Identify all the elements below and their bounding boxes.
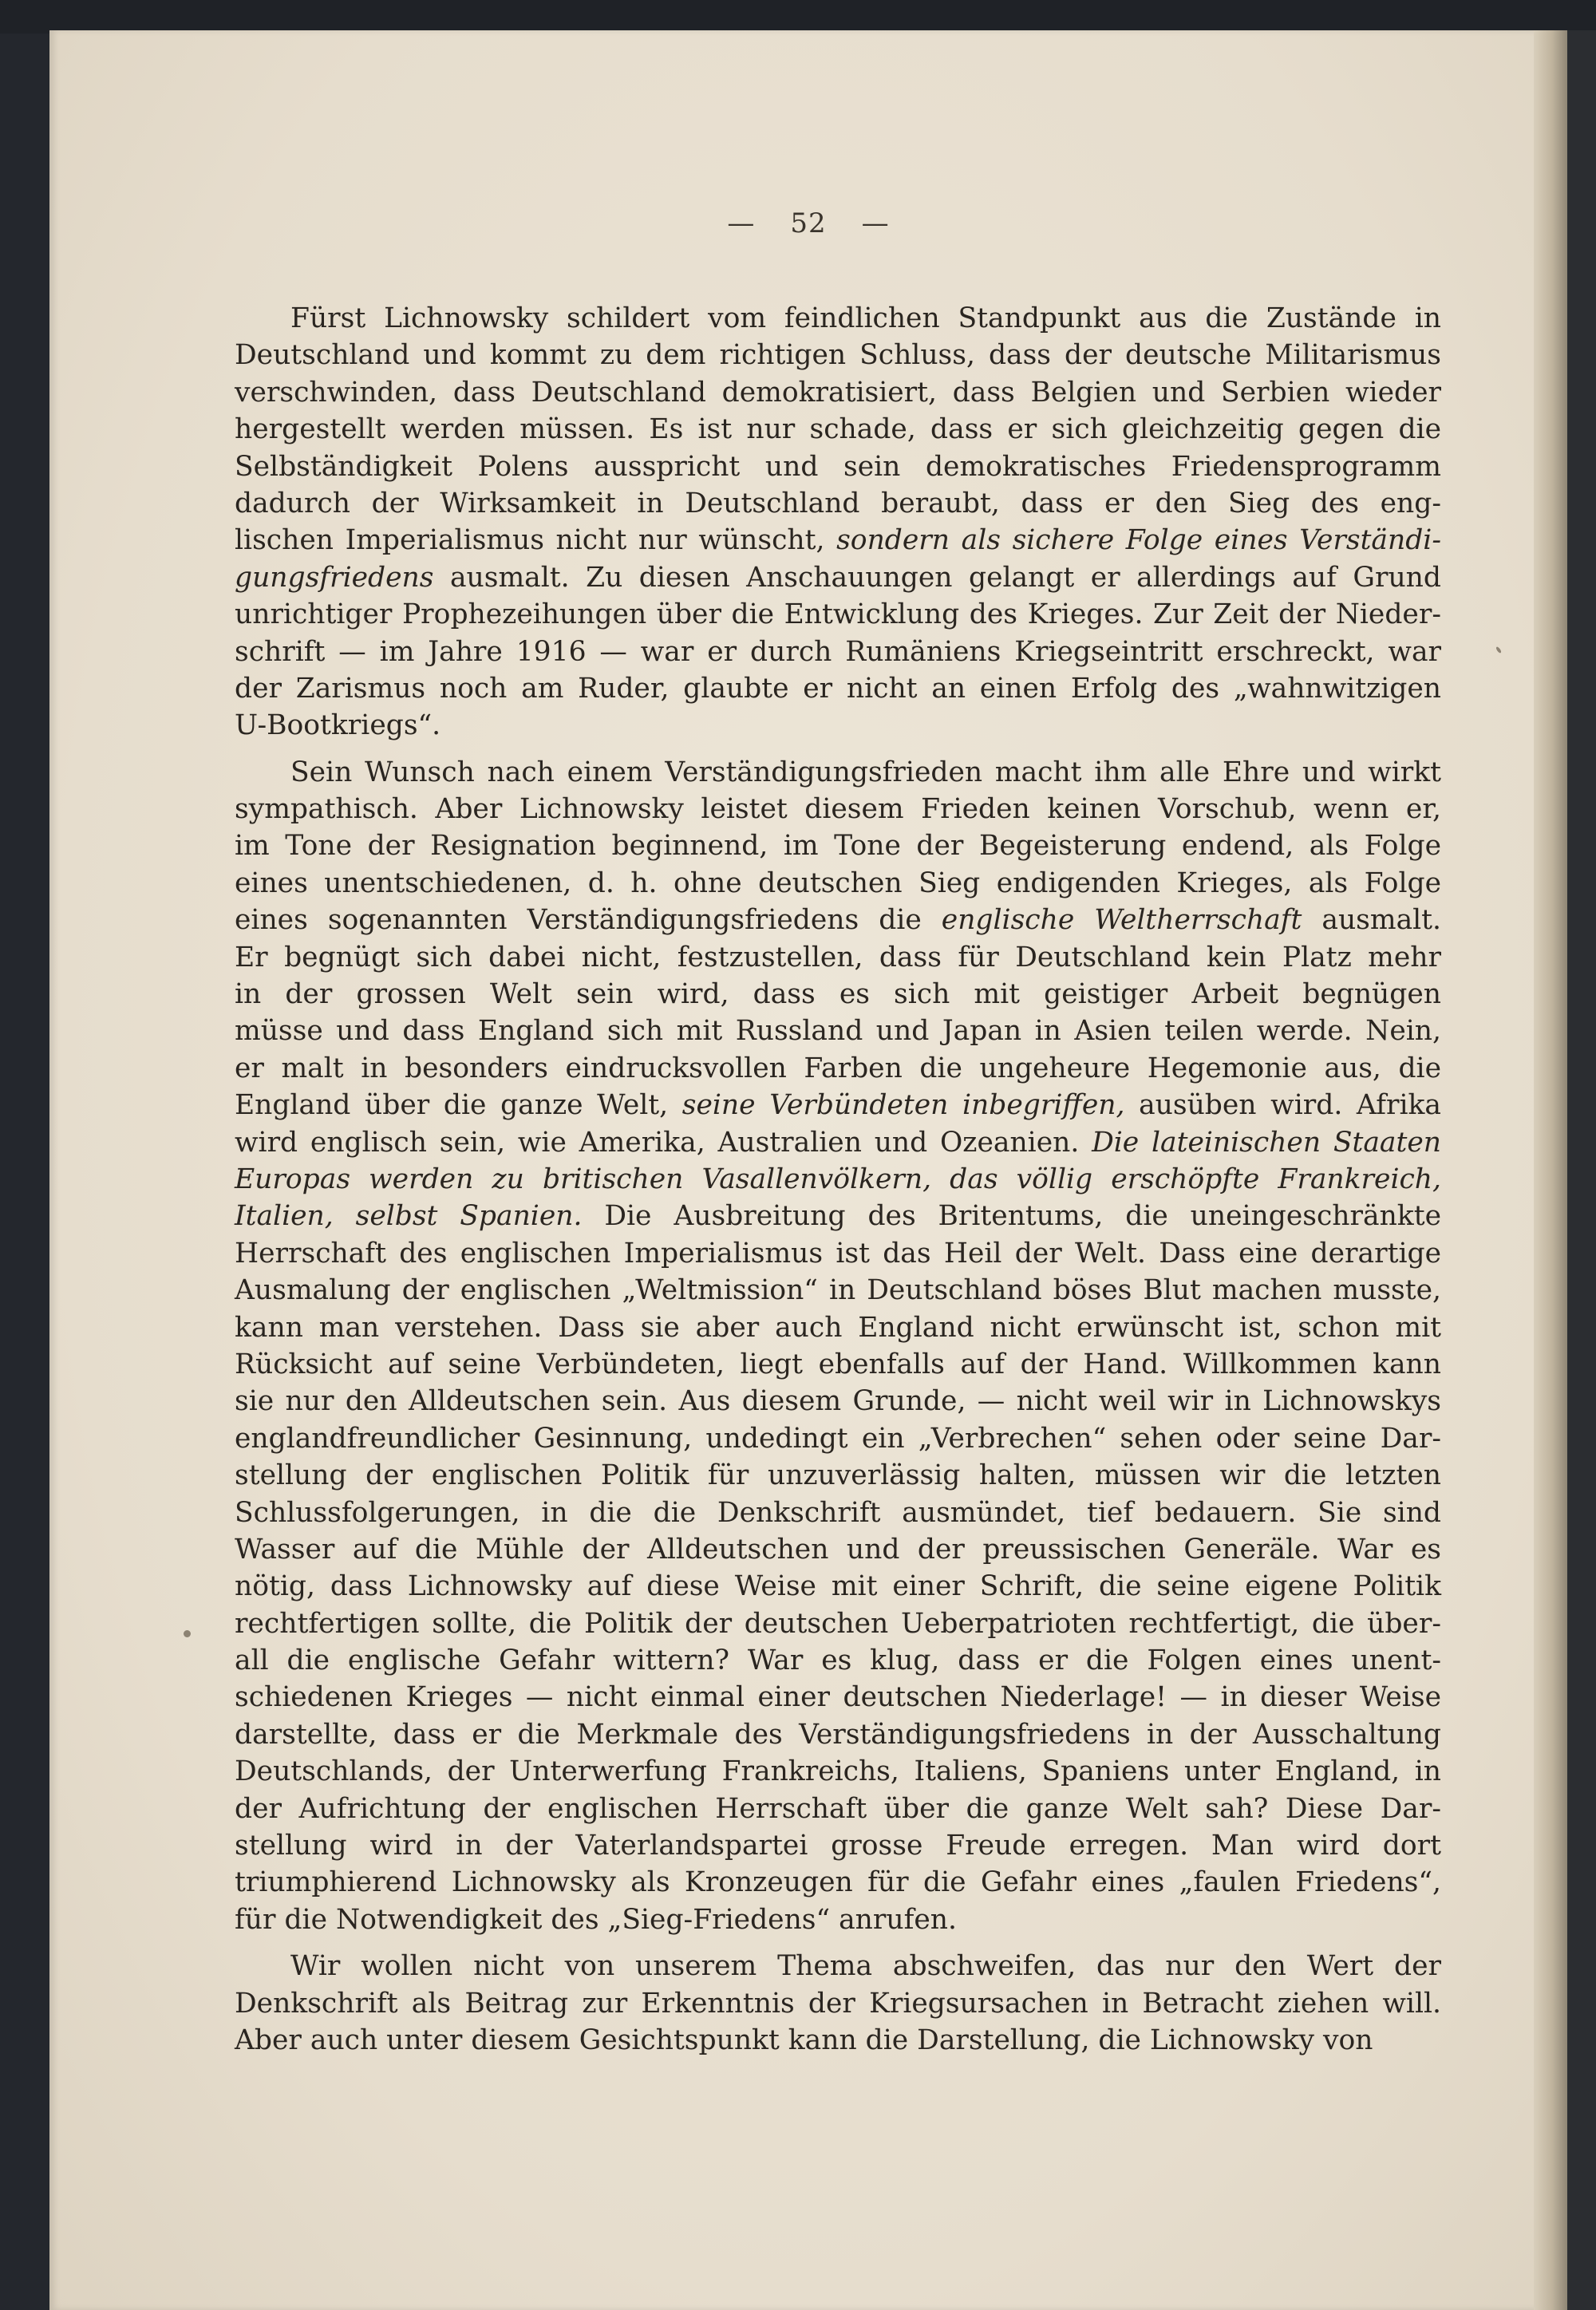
page-number [49, 207, 1567, 239]
text-line [235, 1087, 1441, 1123]
text-line [235, 522, 1441, 559]
text-line [235, 1642, 1441, 1679]
text-run: stellung der englischen Politik für unzuverlässig halten, müssen wir die letzten [235, 1459, 1441, 1492]
text-run: darstellte, dass er die Merkmale des Verständigungsfriedens in der Ausschaltung [235, 1718, 1441, 1751]
text-line [235, 374, 1441, 411]
body-text [235, 300, 1441, 2068]
text-run: Deutschland und kommt zu dem richtigen Schluss, dass der deutsche Militarismus [235, 339, 1441, 372]
text-line [235, 1161, 1441, 1198]
italic-text: sondern als sichere Folge eines Verständi- [836, 524, 1442, 557]
text-run: für die Notwendigkeit des „Sieg-Friedens“ anrufen. [235, 1903, 957, 1936]
text-line [235, 1901, 1441, 1938]
text-run: Sein Wunsch nach einem Verständigungsfrieden macht ihm alle Ehre und wirkt [290, 756, 1441, 788]
italic-text: gungsfriedens [235, 561, 434, 594]
text-run: Aber auch unter diesem Gesichtspunkt kann die Darstellung, die Lichnowsky von [235, 2024, 1373, 2056]
page-gutter-shadow [1534, 30, 1567, 2310]
text-run: ausüben wird. Afrika [1124, 1089, 1442, 1122]
text-line [235, 1235, 1441, 1272]
text-run: englandfreundlicher Gesinnung, undedingt ein „Verbrechen“ sehen oder seine Dar- [235, 1422, 1441, 1455]
text-line [235, 1420, 1441, 1457]
text-run: verschwinden, dass Deutschland demokratisiert, dass Belgien und Serbien wieder [235, 376, 1441, 409]
text-run: Wasser auf die Mühle der Alldeutschen und der preussischen Generäle. War es [235, 1533, 1441, 1566]
text-run: Wir wollen nicht von unserem Thema abschweifen, das nur den Wert der [290, 1950, 1441, 1983]
text-run: Denkschrift als Beitrag zur Erkenntnis der Kriegsursachen in Betracht ziehen will. [235, 1987, 1441, 2020]
scan-edge [1567, 30, 1596, 2310]
text-line [235, 902, 1441, 938]
text-run: unrichtiger Prophezeihungen über die Entwicklung des Krieges. Zur Zeit der Nieder- [235, 598, 1441, 631]
text-line [235, 1457, 1441, 1494]
text-line [235, 865, 1441, 902]
text-line [235, 1198, 1441, 1234]
text-line [235, 1753, 1441, 1790]
text-run: England über die ganze Welt, [235, 1089, 682, 1122]
text-line [235, 300, 1441, 337]
text-line [235, 1309, 1441, 1346]
text-line [235, 411, 1441, 448]
italic-text: englische Weltherrschaft [941, 904, 1302, 937]
text-run: dadurch der Wirksamkeit in Deutschland beraubt, dass er den Sieg des eng- [235, 487, 1441, 519]
paragraph [235, 754, 1441, 1939]
text-run: Deutschlands, der Unterwerfung Frankreichs, Italiens, Spaniens unter England, in [235, 1755, 1441, 1788]
text-line [235, 1827, 1441, 1864]
text-run: rechtfertigen sollte, die Politik der deutschen Ueberpatrioten rechtfertigt, die über- [235, 1607, 1441, 1640]
text-run: Fürst Lichnowsky schildert vom feindlichen Standpunkt aus die Zustände in [290, 302, 1441, 334]
text-run: er malt in besonders eindrucksvollen Farben die ungeheure Hegemonie aus, die [235, 1052, 1441, 1084]
text-run: kann man verstehen. Dass sie aber auch England nicht erwünscht ist, schon mit [235, 1311, 1441, 1344]
text-run: triumphierend Lichnowsky als Kronzeugen für die Gefahr eines „faulen Friedens“, [235, 1866, 1441, 1899]
text-run: Ausmalung der englischen „Weltmission“ in Deutschland böses Blut machen musste, [235, 1274, 1441, 1307]
text-line [235, 596, 1441, 633]
text-run: lischen Imperialismus nicht nur wünscht, [235, 524, 837, 557]
text-run: wird englisch sein, wie Amerika, Australien und Ozeanien. [235, 1126, 1092, 1159]
text-run: eines unentschiedenen, d. h. ohne deutschen Sieg endigenden Krieges, als Folge [235, 867, 1441, 899]
text-run: Er begnügt sich dabei nicht, festzustellen, dass für Deutschland kein Platz mehr [235, 941, 1441, 973]
text-run: sie nur den Alldeutschen sein. Aus diesem Grunde, — nicht weil wir in Lichnowskys [235, 1385, 1441, 1418]
text-run: Schlussfolgerungen, in die die Denkschrift ausmündet, tief bedauern. Sie sind [235, 1496, 1441, 1529]
text-line [235, 1531, 1441, 1568]
text-run: eines sogenannten Verständigungsfriedens die [235, 904, 942, 937]
text-line [235, 1985, 1441, 2022]
text-run: Selbständigkeit Polens ausspricht und sein demokratisches Friedensprogramm [235, 450, 1441, 483]
text-run: schiedenen Krieges — nicht einmal einer deutschen Niederlage! — in dieser Weise [235, 1681, 1441, 1714]
text-line [235, 939, 1441, 976]
text-line [235, 448, 1441, 485]
text-line [235, 485, 1441, 522]
page-number-dash-right: — [861, 207, 890, 239]
text-line [235, 827, 1441, 864]
text-run: Die Ausbreitung des Britentums, die uneingeschränkte [582, 1200, 1441, 1233]
text-run: der Zarismus noch am Ruder, glaubte er nicht an einen Erfolg des „wahnwitzigen [235, 672, 1441, 705]
text-line [235, 1124, 1441, 1161]
text-line [235, 559, 1441, 596]
text-line [235, 1605, 1441, 1642]
text-line [235, 1013, 1441, 1049]
text-line [235, 1272, 1441, 1309]
text-line [235, 2022, 1441, 2059]
text-run: müsse und dass England sich mit Russland und Japan in Asien teilen werde. Nein, [235, 1015, 1441, 1048]
text-line [235, 1791, 1441, 1827]
paragraph [235, 1948, 1441, 2059]
text-line [235, 1864, 1441, 1901]
text-run: im Tone der Resignation beginnend, im Tone der Begeisterung endend, als Folge [235, 830, 1441, 863]
text-run: ausmalt. [1302, 904, 1442, 937]
text-run: Rücksicht auf seine Verbündeten, liegt ebenfalls auf der Hand. Willkommen kann [235, 1348, 1441, 1380]
paragraph [235, 300, 1441, 744]
text-line [235, 1050, 1441, 1087]
text-line [235, 791, 1441, 827]
book-page [49, 30, 1567, 2310]
text-line [235, 1568, 1441, 1605]
text-run: sympathisch. Aber Lichnowsky leistet diesem Frieden keinen Vorschub, wenn er, [235, 793, 1441, 826]
text-line [235, 1346, 1441, 1383]
text-line [235, 754, 1441, 791]
page-number-value: 52 [790, 207, 827, 239]
text-run: all die englische Gefahr wittern? War es klug, dass er die Folgen eines unent- [235, 1645, 1441, 1677]
text-line [235, 670, 1441, 707]
text-run: schrift — im Jahre 1916 — war er durch Rumäniens Kriegseintritt erschreckt, war [235, 635, 1441, 668]
paper-speck [1495, 646, 1502, 654]
text-line [235, 1948, 1441, 1984]
scan-background [0, 0, 1596, 34]
text-line [235, 634, 1441, 670]
paper-speck [184, 1630, 191, 1637]
italic-text: seine Verbündeten inbegriffen, [681, 1089, 1125, 1122]
text-line [235, 1716, 1441, 1753]
italic-text: Italien, selbst Spanien. [235, 1200, 583, 1233]
italic-text: Europas werden zu britischen Vasallenvölkern, das völlig erschöpfte Frankreich, [235, 1163, 1441, 1195]
text-run: stellung wird in der Vaterlandspartei grosse Freude erregen. Man wird dort [235, 1830, 1441, 1862]
text-line [235, 1495, 1441, 1531]
text-run: ausmalt. Zu diesen Anschauungen gelangt er allerdings auf Grund [433, 561, 1441, 594]
text-run: hergestellt werden müssen. Es ist nur schade, dass er sich gleichzeitig gegen die [235, 413, 1441, 446]
text-line [235, 976, 1441, 1013]
text-run: U-Bootkriegs“. [235, 709, 441, 742]
text-run: der Aufrichtung der englischen Herrschaft über die ganze Welt sah? Diese Dar- [235, 1792, 1441, 1825]
text-run: nötig, dass Lichnowsky auf diese Weise mit einer Schrift, die seine eigene Politik [235, 1570, 1441, 1603]
text-run: in der grossen Welt sein wird, dass es sich mit geistiger Arbeit begnügen [235, 978, 1441, 1011]
italic-text: Die lateinischen Staaten [1092, 1126, 1441, 1159]
text-line [235, 1679, 1441, 1716]
text-line [235, 1383, 1441, 1420]
text-line [235, 707, 1441, 744]
page-number-dash-left: — [727, 207, 756, 239]
text-line [235, 337, 1441, 373]
text-run: Herrschaft des englischen Imperialismus ist das Heil der Welt. Dass eine derartige [235, 1237, 1441, 1270]
